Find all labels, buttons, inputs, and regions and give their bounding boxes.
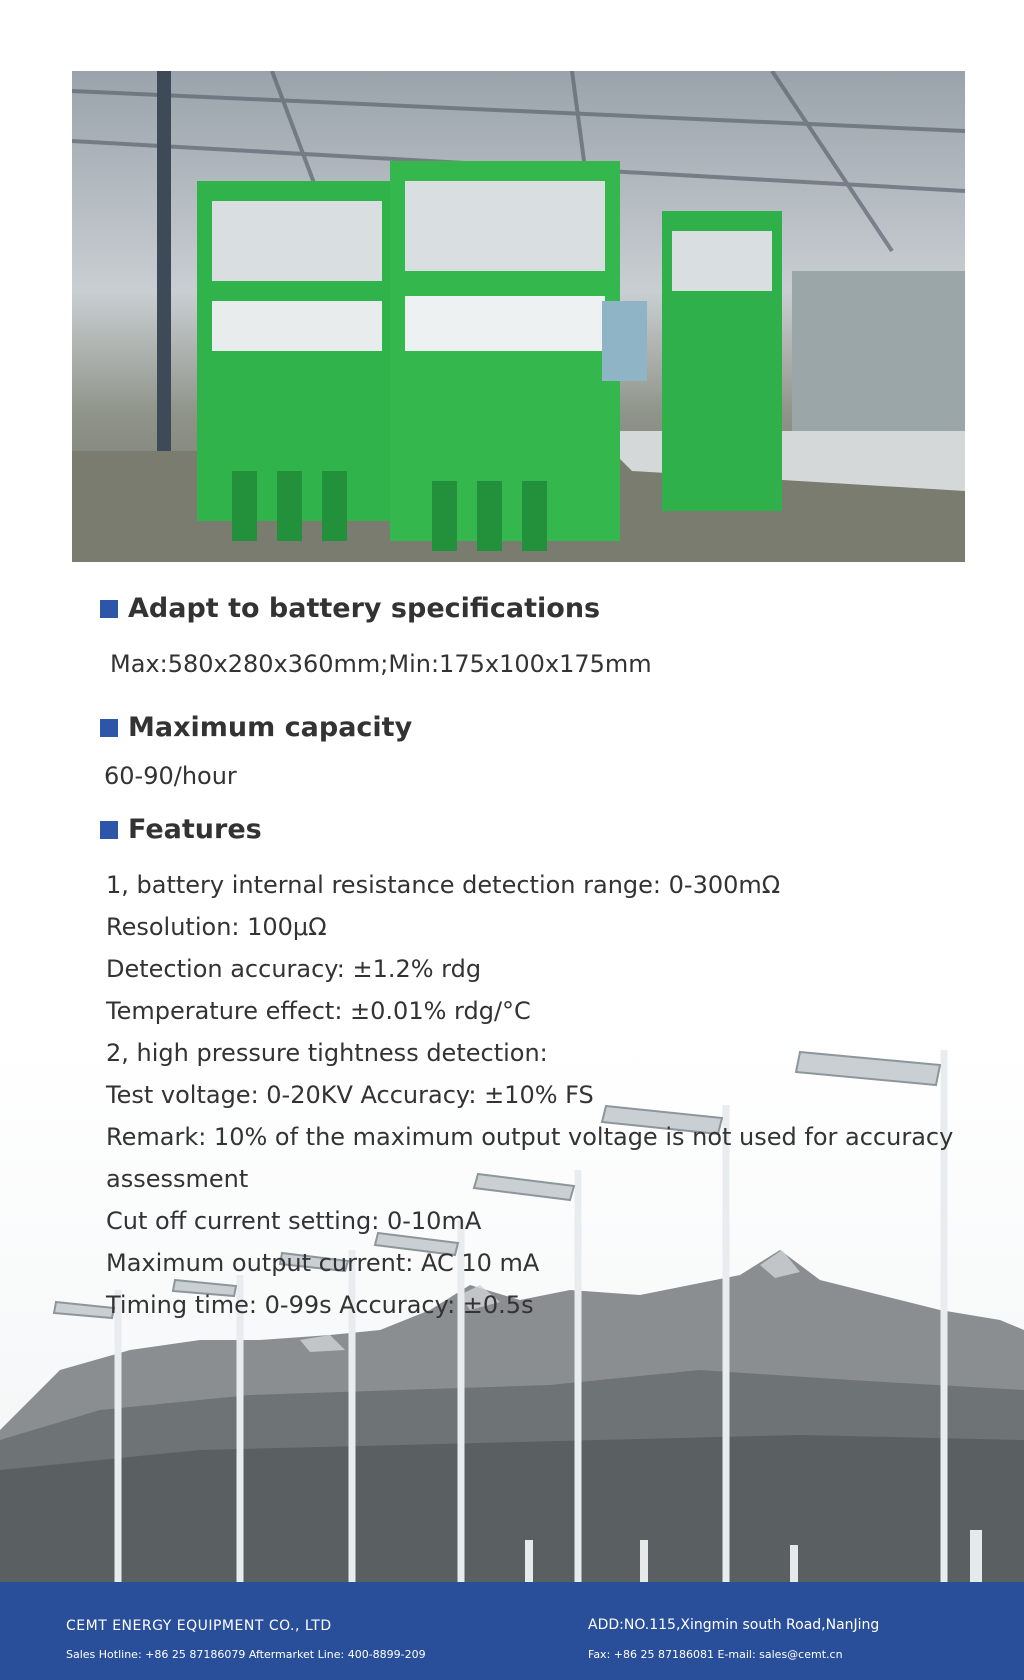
bullet-square-icon: [100, 821, 118, 839]
bullet-square-icon: [100, 600, 118, 618]
feature-line: Resolution: 100μΩ: [106, 913, 327, 941]
bullet-square-icon: [100, 719, 118, 737]
section-title: Maximum capacity: [128, 712, 413, 743]
fax-email-text: Fax: +86 25 87186081 E-mail: sales@cemt.cn: [588, 1648, 843, 1661]
section-title: Features: [128, 814, 262, 845]
feature-line: Cut off current setting: 0-10mA: [106, 1207, 482, 1235]
capacity-text: 60-90/hour: [104, 762, 237, 790]
company-name: CEMT ENERGY EQUIPMENT CO., LTD: [66, 1618, 332, 1634]
section-heading-features: [100, 814, 262, 845]
feature-line: 1, battery internal resistance detection range: 0-300mΩ: [106, 871, 781, 899]
feature-line: Detection accuracy: ±1.2% rdg: [106, 955, 482, 983]
feature-line: Remark: 10% of the maximum output voltage is not used for accuracy: [106, 1123, 954, 1151]
company-footer: [0, 1582, 1024, 1680]
spec-text: Max:580x280x360mm;Min:175x100x175mm: [110, 650, 652, 678]
feature-line: 2, high pressure tightness detection:: [106, 1039, 548, 1067]
feature-line: Test voltage: 0-20KV Accuracy: ±10% FS: [106, 1081, 594, 1109]
feature-line: Timing time: 0-99s Accuracy: ±0.5s: [106, 1291, 534, 1319]
factory-machine-photo: [72, 71, 965, 562]
feature-line: assessment: [106, 1165, 249, 1193]
section-title: Adapt to battery specifications: [128, 593, 601, 624]
hotline-text: Sales Hotline: +86 25 87186079 Aftermarket Line: 400-8899-209: [66, 1648, 426, 1661]
feature-line: Temperature effect: ±0.01% rdg/°C: [106, 997, 531, 1025]
section-heading-spec: [100, 593, 600, 624]
feature-line: Maximum output current: AC 10 mA: [106, 1249, 540, 1277]
section-heading-capacity: [100, 712, 412, 743]
address-text: ADD:NO.115,Xingmin south Road,NanJing: [588, 1617, 880, 1633]
